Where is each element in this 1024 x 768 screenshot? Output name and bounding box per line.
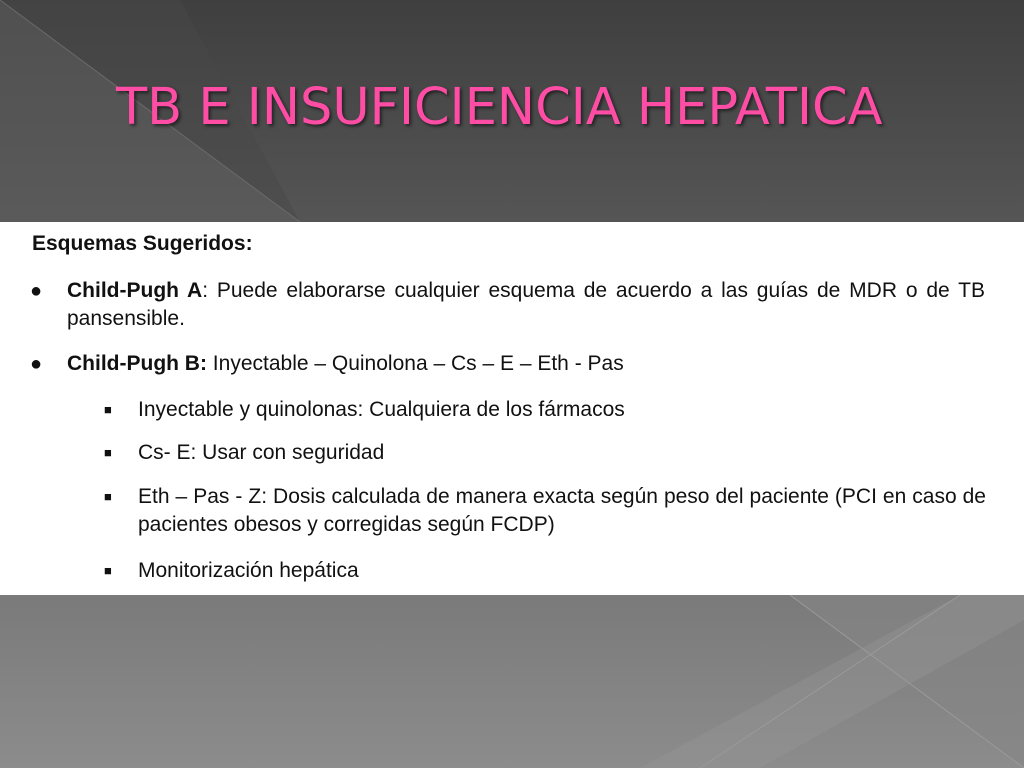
square-bullet-icon: ■ (104, 563, 112, 578)
sub-item-text: Eth – Pas - Z: Dosis calculada de manera exacta según peso del paciente (PCI en caso de pacientes obesos y corregidas según FCDP) (138, 485, 986, 536)
slide-title: TB E INSUFICIENCIA HEPATICA (116, 78, 883, 137)
list-item-text (67, 350, 985, 378)
square-bullet-icon: ■ (104, 445, 112, 460)
bullet-dot-icon: ● (30, 353, 43, 375)
list-item-bold: Child-Pugh B: (67, 352, 207, 375)
list-item-text (67, 277, 985, 333)
list-item-body: : Puede elaborarse cualquier esquema de acuerdo a las guías de MDR o de TB pansensible. (67, 279, 985, 330)
square-bullet-icon: ■ (104, 402, 112, 417)
square-bullet-icon: ■ (104, 489, 112, 504)
bullet-dot-icon: ● (30, 280, 43, 302)
sub-item-text: Monitorización hepática (138, 559, 359, 582)
list-item-body: Inyectable – Quinolona – Cs – E – Eth - Pas (206, 352, 624, 375)
section-heading: Esquemas Sugeridos: (32, 232, 253, 255)
sub-item-text: Inyectable y quinolonas: Cualquiera de los fármacos (138, 398, 625, 421)
sub-item-text: Cs- E: Usar con seguridad (138, 441, 385, 464)
list-item-bold: Child-Pugh A (67, 279, 203, 302)
content-panel (0, 222, 1024, 595)
